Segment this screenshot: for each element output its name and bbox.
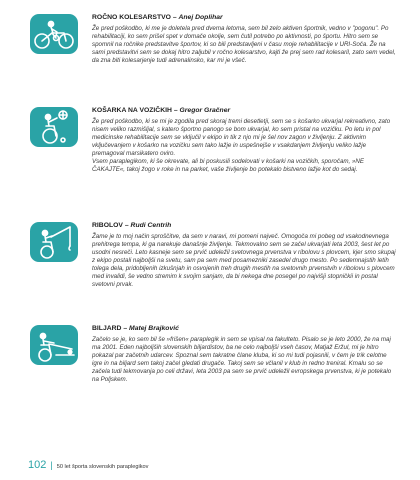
section-body: Začelo se je, ko sem bil še »frišen« paraplegik in sem se vpisal na fakulteto. Pisalo se je leto 2000, že na maj ma 2001. Eden najboljših slovenskih biljardistov, ba ne celo najboljši vseh časov, Matjaž Eržul, mi je hitro pokazal par začetnih udarcev. Spoznal sem takratne člane kluba, ki so mi tudi pojasnili, v čem je trik celotne igre in na biljard sem takoj začel gledati drugače. Takoj sem se včlanil v klub in redno treniral. Kmalu so se začela tudi tekmovanja po celi državi, leta 2003 pa sem se prvič udeležil evropskega prvenstva, ki je potekalo na Poljskem. — [92, 336, 392, 384]
section-title: RIBOLOV – Rudi Centrih — [92, 222, 172, 229]
author-name: Rudi Centrih — [130, 222, 172, 229]
section-body: Že pred poškodbo, ki se mi je zgodila pred skoraj tremi desetletji, sem se s košarko ukvarjal rekreativno, zato nisem veliko razmišljal, s katero športno panogo se bom ukvarjal, ko sem pristal na vozičku. Po letu in pol medicinske rehabilitacije sem se vključil v ekipo in tik z njo mi je šel nov zagon v življenju. Z aktivnim vključevanjem v košarko na vozičku sem tako lažje in uspešnejše v vsakdanjem življenju veliko lažje premagoval marsikatero oviro. — [92, 118, 391, 158]
section-handbike — [92, 14, 398, 65]
billiards-icon — [30, 325, 78, 365]
fishing-icon — [30, 222, 78, 262]
handbike-icon — [30, 14, 78, 54]
section-body: Že pred poškodbo, ki me je doletela pred dvema letoma, sem bil zelo aktiven športnik, vedno v "pogonu". Po rehabilitaciji, ko sem prišel spet v domače okolje, sem čutil potrebo po aktivnosti, po športu. Hitro sem se spomnil na ročnike predstavitve športov, ki so bili predstavljeni v času moje rehabilitacije v URI-Soča. Že na sami predstavitvi sem se dokaj hitro zaljubil v ročno kolesarstvo, kajti že prej sem rad kolesaril, zato sem vedel, da zna biti kolesarjenje tudi adrenalinsko, kar mi je všeč. — [92, 25, 396, 65]
sport-name: RIBOLOV — [92, 222, 123, 229]
author-name: Matej Brajković — [129, 325, 179, 332]
footer-separator: | — [50, 460, 53, 470]
section-title: ROČNO KOLESARSTVO – Anej Doplihar — [92, 14, 223, 21]
page-footer — [28, 459, 148, 471]
sport-name: ROČNO KOLESARSTVO — [92, 14, 171, 21]
book-title: 50 let športa slovenskih paraplegikov — [56, 464, 149, 470]
author-name: Anej Doplihar — [178, 14, 223, 21]
author-name: Gregor Gračner — [179, 107, 231, 114]
sport-name: BILJARD — [92, 325, 122, 332]
section-body: Žame je to moj način sproščitve, da sem v naravi, mi pomeni največ. Omogoča mi pobeg od vsakodnevnega prehitrega tempa, ki ga narekuje današnje življenje. Tekmovalno sem se začel ukvarjati leta 2003, šest let po usodni nesreči. Leto kasneje sem se prvič udeležil svetovnega prvenstva v ribolovu s plovcem, kjer smo skupaj z ekipo postali najboljši na svetu, sam pa sem med posamezniki zasedel drugo mesto. Po sedemnajstih letih tolega dela, pridobljenih izkušnjah in osvojenih treh drugih mestih na svetovnih prvenstvih v ribolovu s plovcem med invalidi, še vedno stremim k svojim sanjam, da bi nekega dne posegel po najvišji stopničkii in postal svetovni prvak. — [92, 233, 396, 289]
sport-name: KOŠARKA NA VOZIČKIH — [92, 107, 172, 114]
section-body: Vsem paraplegikom, ki še okrevate, ali bi poskusili sodelovati v košarki na vozičkih, sporočam, »NE ČAKAJTE«, takoj žogo v roke in na parket, vaše življenje bo potekalo bistveno lažje kot do sedaj. — [92, 158, 365, 174]
section-fishing — [92, 222, 398, 289]
section-title: KOŠARKA NA VOZIČKIH – Gregor Gračner — [92, 107, 231, 114]
section-title: BILJARD – Matej Brajković — [92, 325, 179, 332]
page-number: 102 — [28, 459, 47, 471]
wheelchair-basketball-icon — [30, 107, 78, 147]
section-wheelchair-basketball — [92, 107, 398, 174]
section-billiards — [92, 325, 398, 384]
